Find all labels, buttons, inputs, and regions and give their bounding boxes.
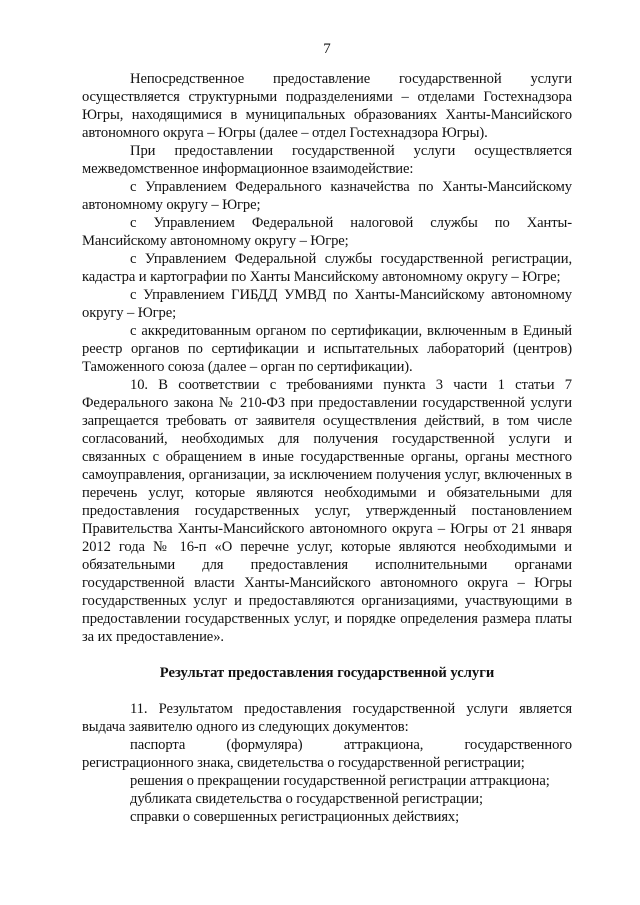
paragraph-duplicate: дубликата свидетельства о государственной регистрации; xyxy=(130,791,483,807)
document-page xyxy=(82,40,572,826)
paragraph-traffic-police: с Управлением ГИБДД УМВД по Ханты-Мансийскому автономному округу – Югре; xyxy=(82,287,572,321)
paragraph-termination: решения о прекращении государственной регистрации аттракциона; xyxy=(130,773,550,789)
paragraph-interagency-interaction: При предоставлении государственной услуги осуществляется межведомственное информационное взаимодействие: xyxy=(82,143,572,177)
paragraph-direct-provision: Непосредственное предоставление государственной услуги осуществляется структурными подразделениями – отделами Гостехнадзора Югры, находящимися в муниципальных образованиях Ханты-Мансийского автономного округа – Югры (далее – отдел Гостехнадзора Югры). xyxy=(82,71,572,141)
paragraph-registration-service: с Управлением Федеральной службы государственной регистрации, кадастра и картографии по Ханты Мансийскому автономному округу – Югре; xyxy=(82,251,572,285)
paragraph-treasury: с Управлением Федерального казначейства по Ханты-Мансийскому автономному округу – Югре; xyxy=(82,179,572,213)
paragraph-certification-body: с аккредитованным органом по сертификации, включенным в Единый реестр органов по сертификации и испытательных лабораторий (центров) Таможенного союза (далее – орган по сертификации). xyxy=(82,323,572,375)
paragraph-passport: паспорта (формуляра) аттракциона, государственного регистрационного знака, свидетельства о государственной регистрации; xyxy=(82,737,572,771)
section-heading: Результат предоставления государственной услуги xyxy=(159,665,495,681)
paragraph-item-11: 11. Результатом предоставления государственной услуги является выдача заявителю одного из следующих документов: xyxy=(82,701,572,735)
paragraph-certificate: справки о совершенных регистрационных действиях; xyxy=(130,809,460,825)
paragraph-item-10: 10. В соответствии с требованиями пункта 3 части 1 статьи 7 Федерального закона № 210-ФЗ при предоставлении государственной услуги запрещается требовать от заявителя осуществления действий, в том числе согласований, необходимых для получения государственной услуги и связанных с обращением в иные государственные органы, органы местного самоуправления, организации, за исключением получения услуг, включенных в перечень услуг, которые являются необходимыми и обязательными для предоставления государственных услуг, утвержденный постановлением Правительства Ханты-Мансийского автономного округа – Югры от 21 января 2012 года № 16-п «О перечне услуг, которые являются необходимыми и обязательными для предоставления исполнительными органами государственной власти Ханты-Мансийского автономного округа – Югры государственных услуг и предоставляются организациями, участвующими в предоставлении государственных услуг, и порядке определения размера платы за их предоставление». xyxy=(82,377,572,645)
paragraph-tax-service: с Управлением Федеральной налоговой службы по Ханты-Мансийскому автономному округу – Югре; xyxy=(82,215,572,249)
page-number: 7 xyxy=(323,41,331,57)
